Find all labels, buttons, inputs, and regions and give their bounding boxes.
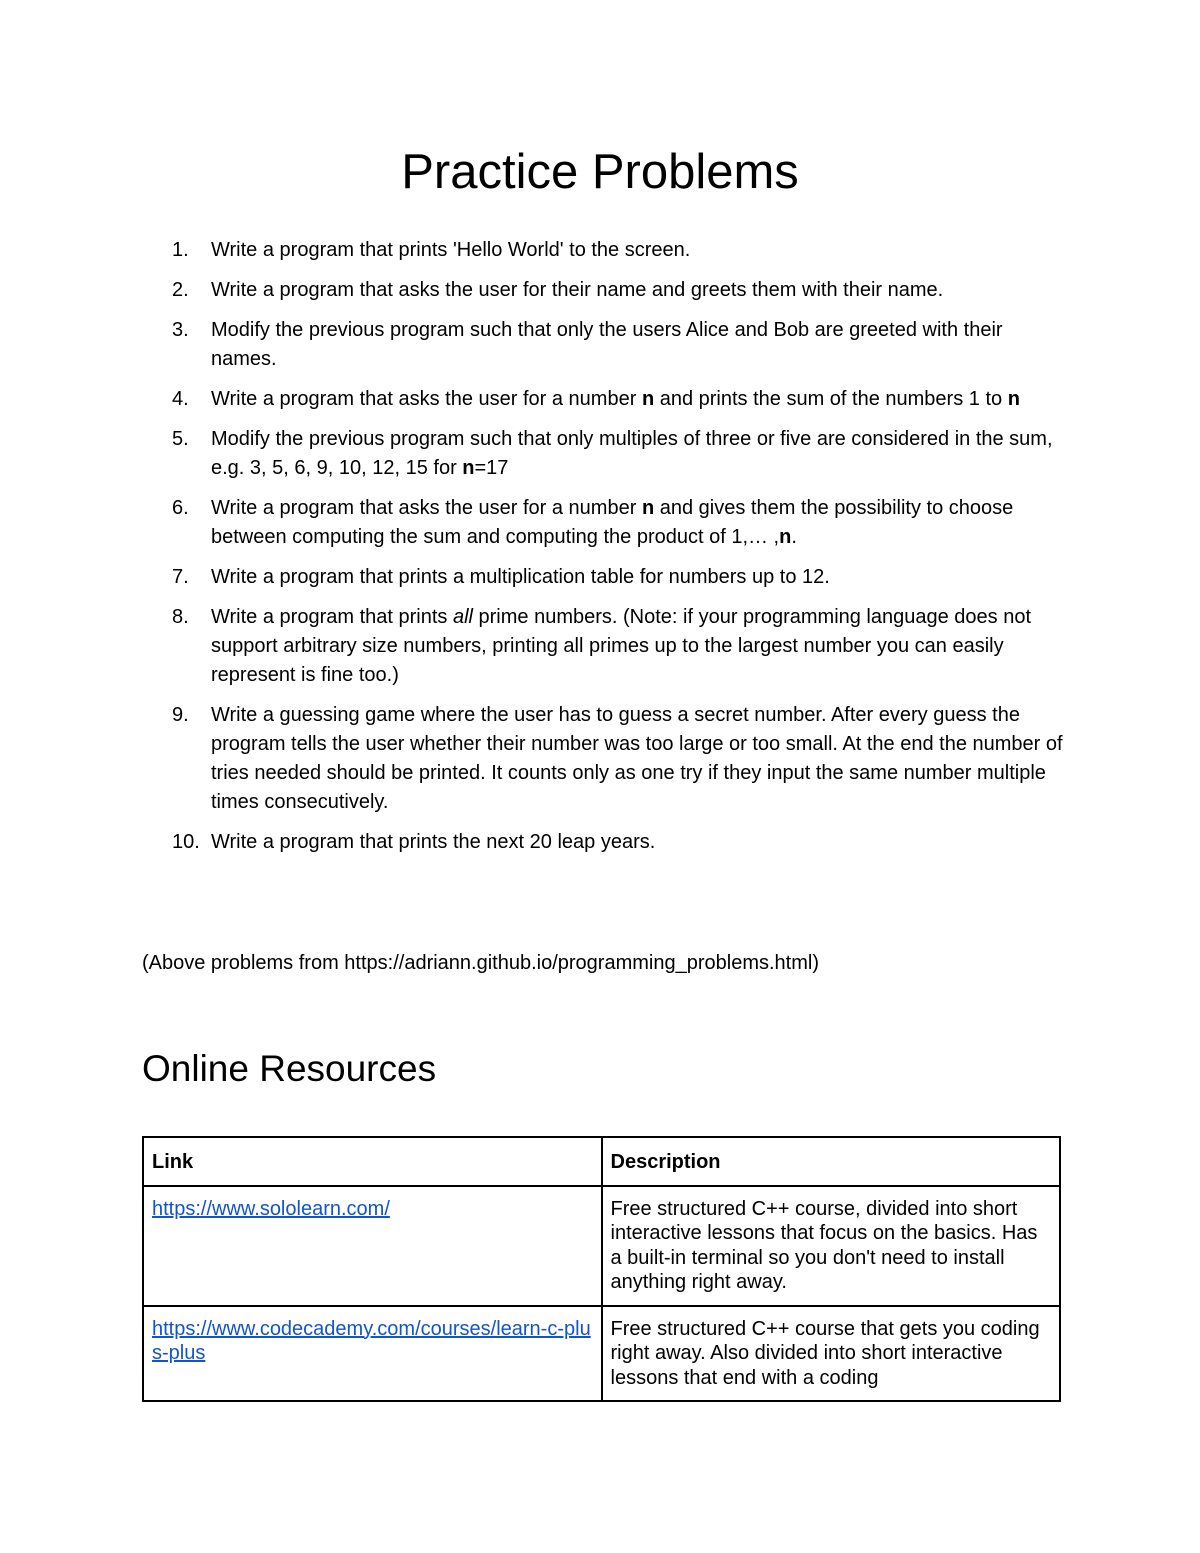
problem-item bbox=[172, 236, 1072, 265]
problem-number: 5. bbox=[172, 428, 189, 450]
problem-list bbox=[172, 236, 1072, 868]
text-run: Write a program that prints 'Hello World' to the screen. bbox=[211, 239, 691, 261]
problem-text bbox=[211, 566, 830, 588]
text-run: Write a program that asks the user for their name and greets them with their name. bbox=[211, 279, 944, 301]
text-run: and prints the sum of the numbers 1 to bbox=[654, 388, 1008, 410]
problem-item bbox=[172, 385, 1072, 414]
problem-number: 7. bbox=[172, 566, 189, 588]
column-header-link: Link bbox=[143, 1137, 602, 1186]
emphasis-text: n bbox=[641, 388, 655, 410]
text-run: Write a program that asks the user for a number bbox=[211, 388, 642, 410]
text-run: Modify the previous program such that only the users Alice and Bob are greeted with their names. bbox=[211, 319, 1003, 370]
source-note: (Above problems from https://adriann.github.io/programming_problems.html) bbox=[142, 952, 819, 974]
problem-text bbox=[211, 831, 655, 853]
problem-number: 1. bbox=[172, 239, 189, 261]
problem-number: 3. bbox=[172, 319, 189, 341]
problem-item bbox=[172, 494, 1072, 552]
emphasis-text: n bbox=[462, 457, 475, 479]
problem-number: 4. bbox=[172, 388, 189, 410]
emphasis-text: n bbox=[779, 526, 792, 548]
problem-text bbox=[211, 704, 1063, 813]
page-title: Practice Problems bbox=[401, 145, 799, 199]
resources-table bbox=[142, 1136, 1061, 1402]
problem-number: 2. bbox=[172, 279, 189, 301]
problem-number: 6. bbox=[172, 497, 189, 519]
resource-link-sololearn[interactable]: https://www.sololearn.com/ bbox=[152, 1197, 390, 1220]
text-run: . bbox=[791, 526, 797, 548]
problem-text bbox=[211, 428, 1053, 479]
problem-item bbox=[172, 563, 1072, 592]
problem-text bbox=[211, 606, 1031, 686]
description-cell: Free structured C++ course that gets you coding right away. Also divided into short interactive lessons that end with a coding bbox=[602, 1306, 1061, 1402]
text-run: Modify the previous program such that only multiples of three or five are considered in the sum, e.g. 3, 5, 6, 9, 10, 12, 15 for bbox=[211, 428, 1053, 479]
problem-item bbox=[172, 603, 1072, 690]
problem-item bbox=[172, 425, 1072, 483]
problem-number: 10. bbox=[172, 831, 200, 853]
text-run: Write a program that asks the user for a number bbox=[211, 497, 642, 519]
column-header-description: Description bbox=[602, 1137, 1061, 1186]
resource-link-codecademy[interactable]: https://www.codecademy.com/courses/learn-c-plus-plus bbox=[152, 1317, 591, 1364]
problem-text bbox=[211, 388, 1020, 410]
problem-number: 8. bbox=[172, 606, 189, 628]
problem-item bbox=[172, 701, 1072, 817]
problem-text bbox=[211, 279, 943, 301]
text-run: and gives them the possibility to choose between computing the sum and computing the product of 1,… , bbox=[211, 497, 1014, 548]
problem-item bbox=[172, 276, 1072, 305]
text-run: prime numbers. (Note: if your programming language does not support arbitrary size numbers, printing all primes up to the largest number you can easily represent is fine too.) bbox=[211, 606, 1032, 686]
table-header-row bbox=[143, 1137, 1060, 1186]
table-row bbox=[143, 1186, 1060, 1306]
text-run: Write a program that prints bbox=[211, 606, 453, 628]
link-cell bbox=[143, 1306, 602, 1402]
emphasis-text: n bbox=[641, 497, 655, 519]
text-run: Write a program that prints a multiplication table for numbers up to 12. bbox=[211, 566, 830, 588]
text-run: Write a guessing game where the user has to guess a secret number. After every guess the program tells the user whether their number was too large or too small. At the end the number of tries needed should be printed. It counts only as one try if they input the same number multiple times consecutively. bbox=[211, 704, 1063, 813]
link-cell bbox=[143, 1186, 602, 1306]
emphasis-text: n bbox=[1007, 388, 1020, 410]
text-run: Write a program that prints the next 20 leap years. bbox=[211, 831, 656, 853]
problem-item bbox=[172, 828, 1072, 857]
problem-item bbox=[172, 316, 1072, 374]
problem-text bbox=[211, 239, 690, 261]
section-title-online-resources: Online Resources bbox=[142, 1048, 437, 1089]
table-row bbox=[143, 1306, 1060, 1402]
emphasis-text: all bbox=[452, 606, 473, 628]
description-cell: Free structured C++ course, divided into short interactive lessons that focus on the basics. Has a built-in terminal so you don't need to install anything right away. bbox=[602, 1186, 1061, 1306]
problem-number: 9. bbox=[172, 704, 189, 726]
problem-text bbox=[211, 319, 1003, 370]
problem-text bbox=[211, 497, 1013, 548]
text-run: =17 bbox=[474, 457, 509, 479]
